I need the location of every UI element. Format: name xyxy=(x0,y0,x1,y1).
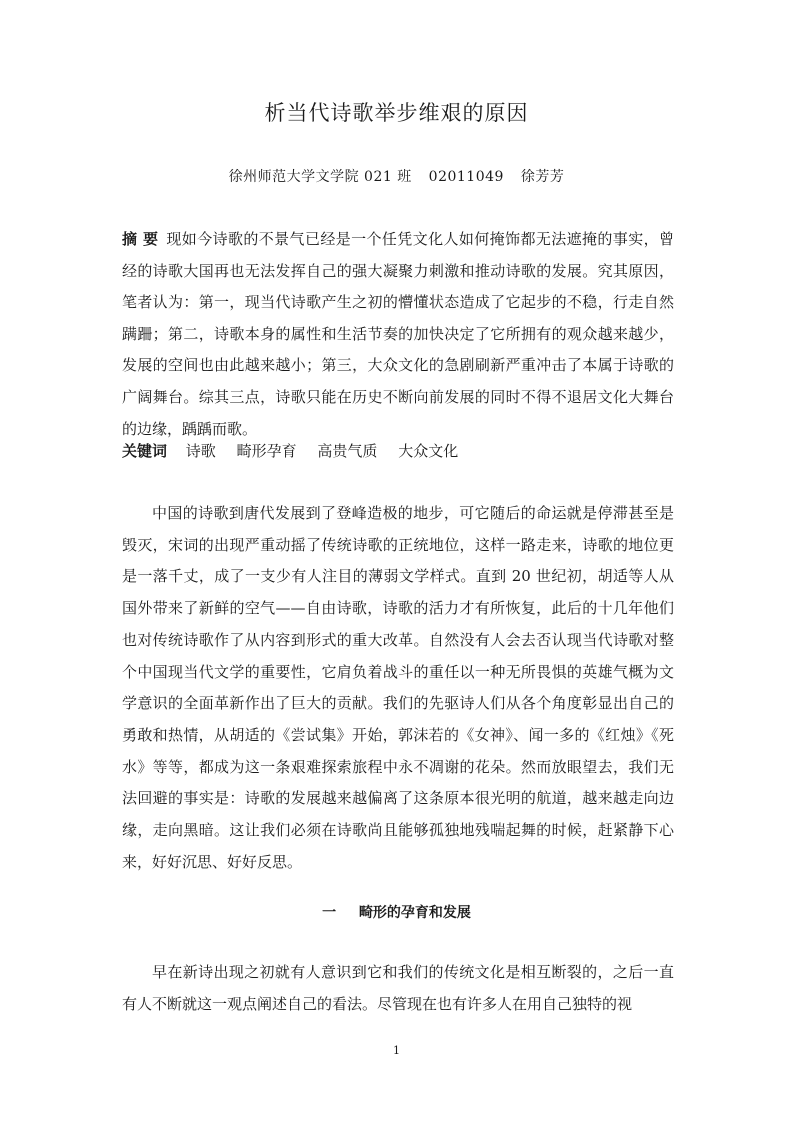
page-number: 1 xyxy=(393,1044,400,1057)
body-paragraph: 早在新诗出现之初就有人意识到它和我们的传统文化是相互断裂的，之后一直有人不断就这一观点阐述自己的看法。尽管现在也有许多人在用自己独特的视 xyxy=(122,963,674,1013)
paper-title: 析当代诗歌举步维艰的原因 xyxy=(264,101,529,125)
keyword: 大众文化 xyxy=(398,442,459,460)
keywords xyxy=(122,440,674,461)
section-number: 一 xyxy=(322,905,337,921)
keyword: 高贵气质 xyxy=(317,442,378,460)
author-name: 徐芳芳 xyxy=(520,169,565,185)
author-affiliation: 徐州师范大学文学院 021 班 xyxy=(228,169,412,185)
abstract xyxy=(122,224,674,445)
abstract-text: 现如今诗歌的不景气已经是一个任凭文化人如何掩饰都无法遮掩的事实，曾经的诗歌大国再也无法发挥自己的强大凝聚力刺激和推动诗歌的发展。究其原因，笔者认为：第一，现当代诗歌产生之初的懵懂状态造成了它起步的不稳，行走自然蹒跚；第二，诗歌本身的属性和生活节奏的加快决定了它所拥有的观众越来越少，发展的空间也由此越来越小；第三，大众文化的急剧刷新严重冲击了本属于诗歌的广阔舞台。综其三点，诗歌只能在历史不断向前发展的同时不得不退居文化大舞台的边缘，踽踽而歌。 xyxy=(122,230,674,438)
abstract-label: 摘 要 xyxy=(122,230,159,248)
author-line xyxy=(0,166,793,186)
section-title: 畸形的孕育和发展 xyxy=(358,905,471,921)
keyword: 诗歌 xyxy=(185,442,216,460)
keyword: 畸形孕育 xyxy=(236,442,297,460)
keywords-label: 关键词 xyxy=(122,442,168,460)
body-paragraph: 中国的诗歌到唐代发展到了登峰造极的地步，可它随后的命运就是停滞甚至是毁灭，宋词的出现严重动摇了传统诗歌的正统地位，这样一路走来，诗歌的地位更是一落千丈，成了一支少有人注目的薄弱文学样式。直到 20 世纪初，胡适等人从国外带来了新鲜的空气——自由诗歌，诗歌的活力才有所恢复，此后的十几年他们也对传统诗歌作了从内容到形式的重大改革。自然没有人会去否认现当代诗歌对整个中国现当代文学的重要性，它肩负着战斗的重任以一种无所畏惧的英雄气概为文学意识的全面革新作出了巨大的贡献。我们的先驱诗人们从各个角度彰显出自己的勇敢和热情，从胡适的《尝试集》开始，郭沫若的《女神》、闻一多的《红烛》《死水》等等，都成为这一条艰难探索旅程中永不凋谢的花朵。然而放眼望去，我们无法回避的事实是：诗歌的发展越来越偏离了这条原本很光明的航道，越来越走向边缘，走向黑暗。这让我们必须在诗歌尚且能够孤独地残喘起舞的时候，赶紧静下心来，好好沉思、好好反思。 xyxy=(122,504,674,871)
author-student-id: 02011049 xyxy=(428,169,504,185)
section-heading xyxy=(0,902,793,922)
